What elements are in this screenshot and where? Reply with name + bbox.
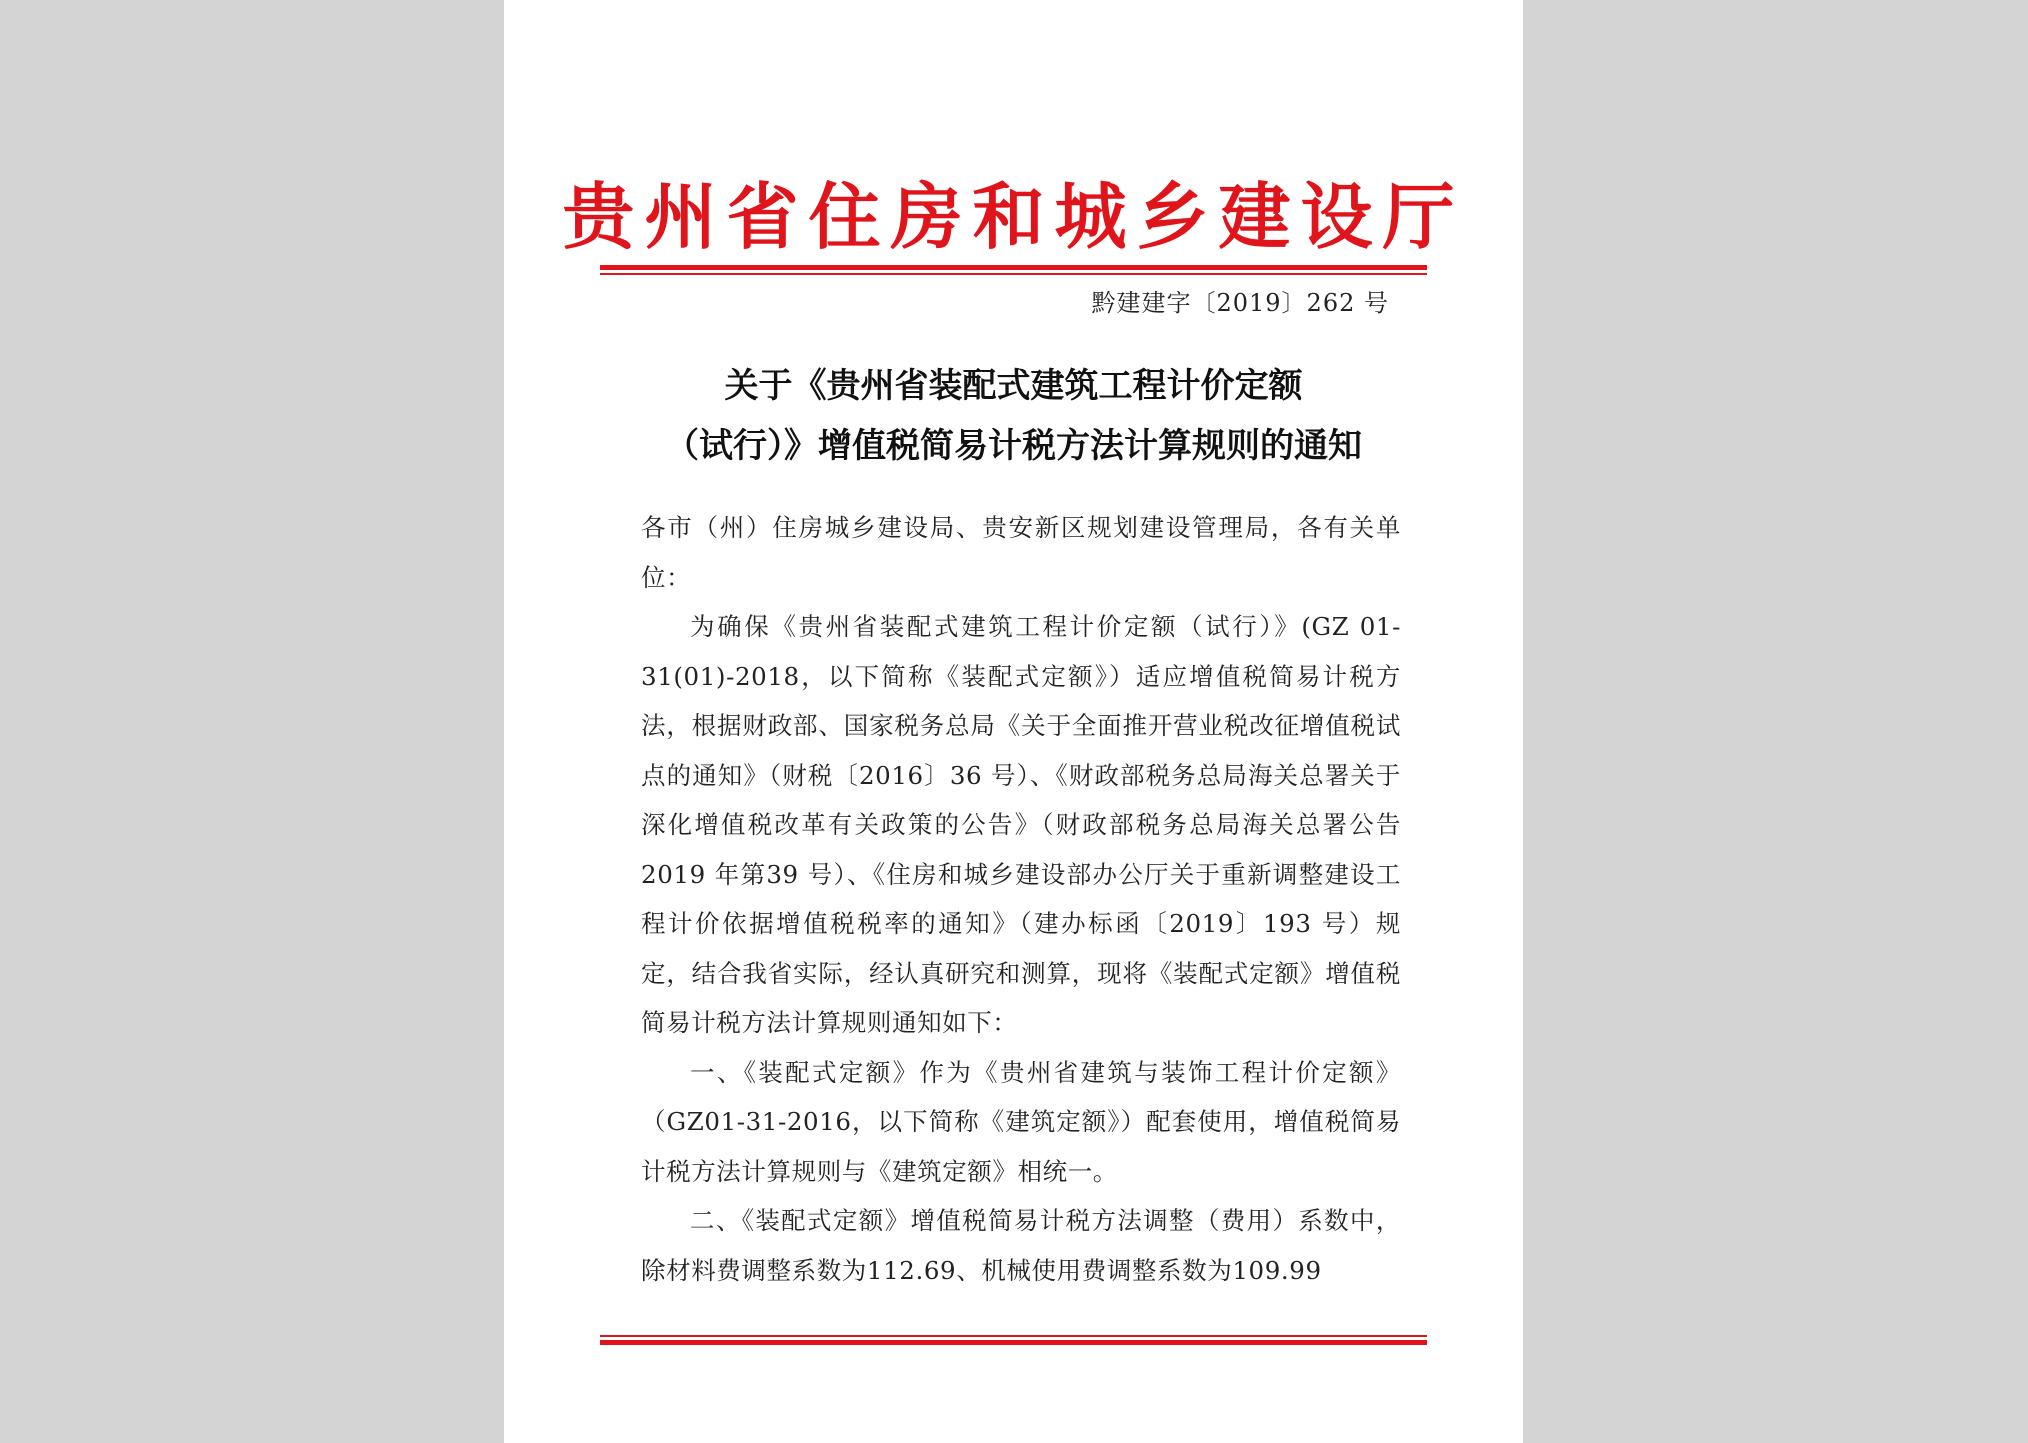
document-title xyxy=(600,356,1427,476)
document-number: 黔建建字〔2019〕262 号 xyxy=(1091,289,1389,317)
agency-header: 贵州省住房和城乡建设厅 xyxy=(562,174,1465,259)
header-rule-thin xyxy=(600,273,1427,275)
header-rule-thick xyxy=(600,265,1427,270)
document-body xyxy=(641,503,1401,1295)
paragraph-2: 一、《装配式定额》作为《贵州省建筑与装饰工程计价定额》（GZ01-31-2016，以下简称《建筑定额》）配套使用，增值税简易计税方法计算规则与《建筑定额》相统一。 xyxy=(641,1057,1401,1186)
salutation: 各市（州）住房城乡建设局、贵安新区规划建设管理局，各有关单位： xyxy=(641,513,1401,592)
paragraph-1: 为确保《贵州省装配式建筑工程计价定额（试行）》(GZ 01-31(01)-2018，以下简称《装配式定额》）适应增值税简易计税方法，根据财政部、国家税务总局《关于全面推开营业税改征增值税试点的通知》（财税〔2016〕36 号）、《财政部税务总局海关总署关于深化增值税改革有关政策的公告》（财政部税务总局海关总署公告2019 年第39 号）、《住房和城乡建设部办公厅关于重新调整建设工程计价依据增值税税率的通知》（建办标函〔2019〕193 号）规定，结合我省实际，经认真研究和测算，现将《装配式定额》增值税简易计税方法计算规则通知如下： xyxy=(641,612,1401,1037)
footer-rule-thin xyxy=(600,1335,1427,1337)
paragraph-3: 二、《装配式定额》增值税简易计税方法调整（费用）系数中，除材料费调整系数为112.69、机械使用费调整系数为109.99 xyxy=(641,1206,1401,1285)
document-page xyxy=(504,0,1523,1443)
footer-rule-thick xyxy=(600,1340,1427,1345)
document-title-line-1: 关于《贵州省装配式建筑工程计价定额 xyxy=(724,366,1303,406)
document-title-line-2: （试行）》增值税简易计税方法计算规则的通知 xyxy=(665,426,1362,466)
